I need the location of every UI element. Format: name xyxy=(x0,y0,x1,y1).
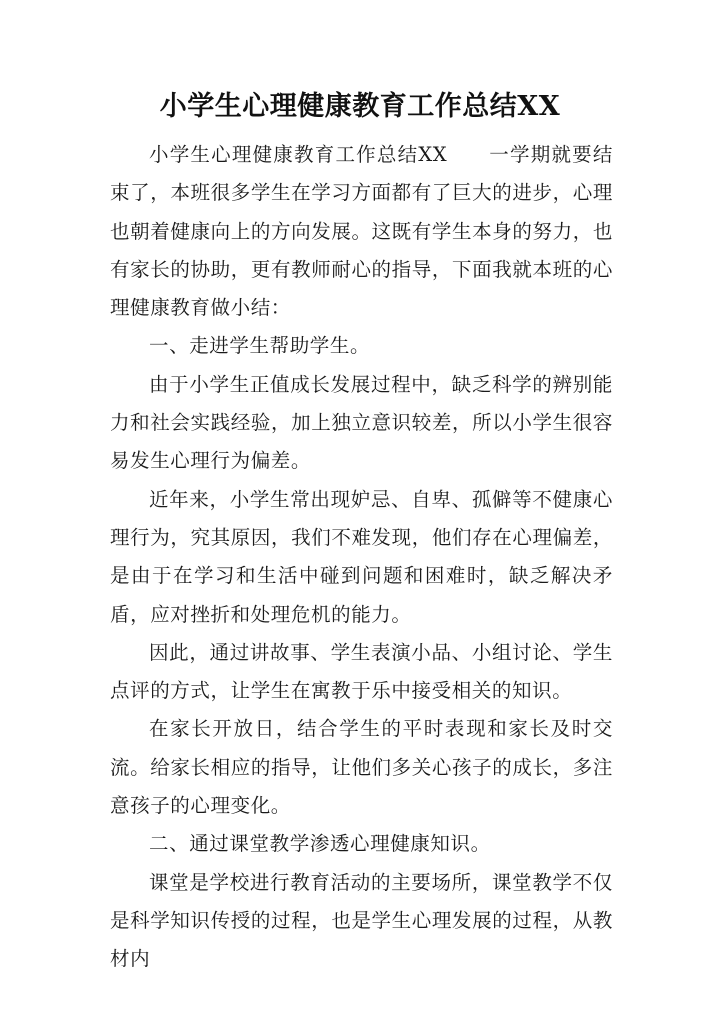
document-body xyxy=(110,136,613,979)
paragraph: 在家长开放日，结合学生的平时表现和家长及时交流。给家长相应的指导，让他们多关心孩子的成长，多注意孩子的心理变化。 xyxy=(110,717,613,818)
paragraph: 由于小学生正值成长发展过程中，缺乏科学的辨别能力和社会实践经验，加上独立意识较差，所以小学生很容易发生心理行为偏差。 xyxy=(110,372,613,473)
section-heading: 二、通过课堂教学渗透心理健康知识。 xyxy=(149,832,491,856)
paragraph: 课堂是学校进行教育活动的主要场所，课堂教学不仅是科学知识传授的过程，也是学生心理发展的过程，从教材内 xyxy=(110,870,613,971)
paragraph: 近年来，小学生常出现妒忌、自卑、孤僻等不健康心理行为，究其原因，我们不难发现，他们存在心理偏差，是由于在学习和生活中碰到问题和困难时，缺乏解决矛盾，应对挫折和处理危机的能力。 xyxy=(110,487,613,626)
section-heading: 一、走进学生帮助学生。 xyxy=(149,334,371,358)
document-title: 小学生心理健康教育工作总结XX xyxy=(159,91,561,122)
paragraph: 小学生心理健康教育工作总结XX 一学期就要结束了，本班很多学生在学习方面都有了巨大的进步，心理也朝着健康向上的方向发展。这既有学生本身的努力，也有家长的协助，更有教师耐心的指导，下面我就本班的心理健康教育做小结： xyxy=(110,143,613,320)
paragraph: 因此，通过讲故事、学生表演小品、小组讨论、学生点评的方式，让学生在寓教于乐中接受相关的知识。 xyxy=(110,640,613,703)
